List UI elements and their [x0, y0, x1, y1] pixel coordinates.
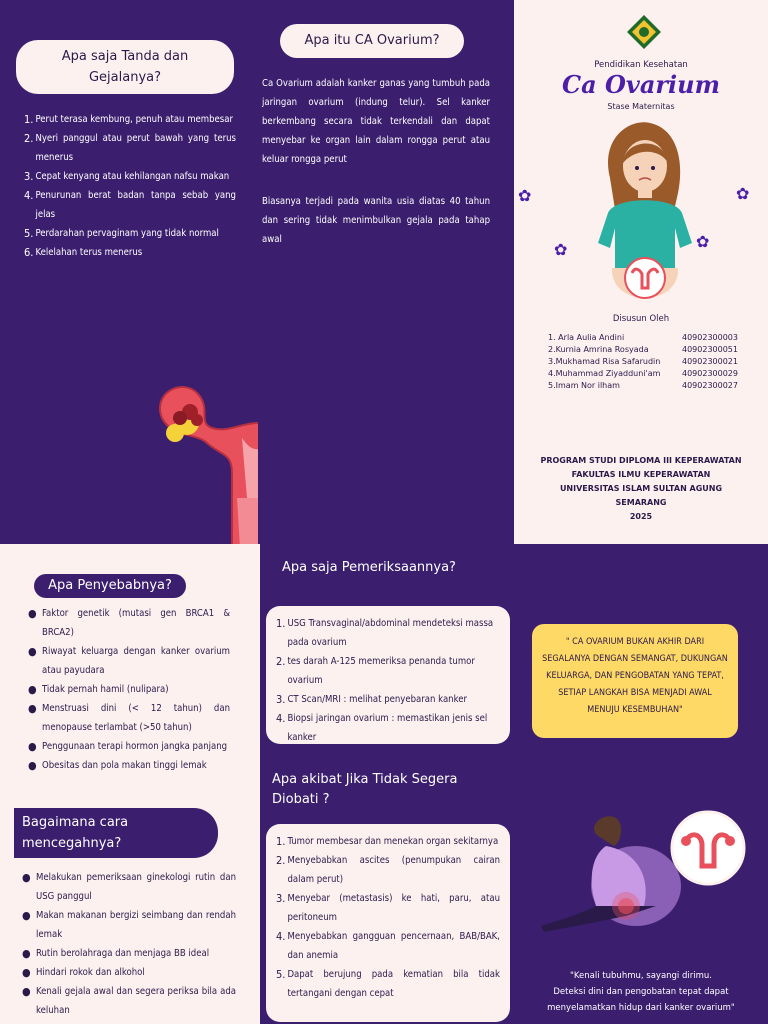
list-item: ● Faktor genetik (mutasi gen BRCA1 & BRCA2)	[28, 607, 230, 638]
panel-cover	[514, 0, 768, 544]
list-item: 2. tes darah A-125 memeriksa penanda tumor ovarium	[276, 655, 475, 686]
university-logo	[626, 14, 662, 50]
prevent-heading: Bagaimana cara mencegahnya?	[22, 815, 129, 851]
quote-text: " CA OVARIUM BUKAN AKHIR DARI SEGALANYA DENGAN SEMANGAT, DUKUNGAN KELUARGA, DAN PENGOBATAN YANG TEPAT, SETIAP LANGKAH BISA MENJADI AWAL MENUJU KESEMBUHAN"	[542, 637, 728, 715]
list-item: ● Kenali gejala awal dan segera periksa bila ada keluhan	[22, 985, 236, 1016]
list-item: 1. Tumor membesar dan menekan organ sekitarnya	[276, 835, 499, 848]
flower-icon: ✿	[518, 186, 532, 205]
list-item: ● Obesitas dan pola makan tinggi lemak	[28, 759, 207, 772]
flower-icon: ✿	[696, 232, 710, 251]
closing-line-2: Deteksi dini dan pengobatan tepat dapat menyelamatkan hidup dari kanker ovarium"	[547, 987, 735, 1013]
list-item: ● Hindari rokok dan alkohol	[22, 966, 145, 979]
member-row: 1. Arla Aulia Andini 40902300003	[548, 333, 738, 342]
disusun-label: Disusun Oleh	[612, 314, 670, 324]
closing-message	[532, 968, 750, 1016]
cause-heading: Apa Penyebabnya?	[48, 578, 172, 593]
member-row: 3.Mukhamad Risa Safarudin 40902300021	[548, 357, 738, 366]
exam-list	[276, 614, 500, 747]
list-item: 1. Perut terasa kembung, penuh atau membesar	[24, 113, 233, 126]
list-item: 5. Dapat berujung pada kematian bila tidak tertangani dengan cepat	[276, 968, 500, 999]
cause-list	[28, 604, 230, 775]
list-item: 2. Nyeri panggul atau perut bawah yang terus menerus	[24, 132, 236, 163]
list-item: 3. Cepat kenyang atau kehilangan nafsu makan	[24, 170, 230, 183]
exam-card	[266, 606, 510, 744]
list-item: ● Makan makanan bergizi seimbang dan rendah lemak	[22, 909, 236, 940]
city-name: SEMARANG	[615, 498, 667, 507]
exam-heading: Apa saja Pemeriksaannya?	[282, 560, 456, 575]
member-row: 5.Imam Nor ilham 40902300027	[548, 381, 738, 390]
list-item: ● Penggunaan terapi hormon jangka panjang	[28, 740, 228, 753]
definition-heading: Apa itu CA Ovarium?	[304, 33, 440, 48]
member-list	[548, 332, 738, 392]
effect-heading: Apa akibat Jika Tidak Segera Diobati ?	[272, 772, 458, 807]
sad-woman-illustration	[526, 806, 746, 936]
year: 2025	[629, 512, 653, 521]
list-item: 4. Biopsi jaringan ovarium : memastikan jenis sel kanker	[276, 712, 488, 743]
member-row: 4.Muhammad Ziyadduni'am 40902300029	[548, 369, 738, 378]
flower-icon: ✿	[736, 184, 750, 203]
effect-card	[266, 824, 510, 1022]
panel-symptoms	[0, 0, 260, 544]
panel-definition	[258, 0, 514, 544]
program-name: PROGRAM STUDI DIPLOMA III KEPERAWATAN	[540, 456, 742, 465]
symptoms-heading: Apa saja Tanda dan Gejalanya?	[61, 49, 189, 85]
definition-paragraph: Ca Ovarium adalah kanker ganas yang tumbuh pada jaringan ovarium (indung telur). Sel kanker berkembang secara tidak terkendali dan dapat menyebar ke organ lain dalam rongga perut atau keluar rongga perut	[262, 78, 490, 165]
definition-heading-pill	[280, 24, 464, 58]
member-row: 2.Kurnia Amrina Rosyada 40902300051	[548, 345, 738, 354]
woman-illustration	[590, 118, 700, 308]
quote-box	[532, 624, 738, 738]
university-name: UNIVERSITAS ISLAM SULTAN AGUNG	[559, 484, 723, 493]
list-item: ● Menstruasi dini (< 12 tahun) dan menopause terlambat (>50 tahun)	[28, 702, 230, 733]
faculty-name: FAKULTAS ILMU KEPERAWATAN	[571, 470, 711, 479]
list-item: 3. CT Scan/MRI : melihat penyebaran kanker	[276, 693, 467, 706]
list-item: ● Riwayat keluarga dengan kanker ovarium atau payudara	[28, 645, 230, 676]
panel-exams-effects	[260, 544, 516, 1024]
closing-line-1: "Kenali tubuhmu, sayangi dirimu.	[570, 971, 712, 981]
list-item: ● Melakukan pemeriksaan ginekologi rutin dan USG panggul	[22, 871, 236, 902]
cover-subtitle: Pendidikan Kesehatan	[594, 60, 688, 70]
list-item: 3. Menyebar (metastasis) ke hati, paru, atau peritoneum	[276, 892, 500, 923]
symptoms-list	[24, 110, 236, 262]
panel-causes-prevention	[0, 544, 260, 1024]
list-item: 1. USG Transvaginal/abdominal mendeteksi massa pada ovarium	[276, 617, 494, 648]
symptoms-heading-pill	[16, 40, 234, 94]
list-item: 4. Penurunan berat badan tanpa sebab yang jelas	[24, 189, 236, 220]
cover-title: Ca Ovarium	[561, 70, 720, 99]
list-item: 5. Perdarahan pervaginam yang tidak normal	[24, 227, 219, 240]
uterus-illustration	[142, 378, 260, 544]
list-item: 2. Menyebabkan ascites (penumpukan cairan dalam perut)	[276, 854, 500, 885]
cover-stase: Stase Maternitas	[607, 102, 675, 111]
prevent-heading-pill	[14, 808, 218, 858]
list-item: ● Rutin berolahraga dan menjaga BB ideal	[22, 947, 210, 960]
list-item: 6. Kelelahan terus menerus	[24, 246, 143, 259]
prevent-list	[22, 868, 236, 1020]
effect-list	[276, 832, 500, 1003]
list-item: 4. Menyebabkan gangguan pencernaan, BAB/BAK, dan anemia	[276, 930, 500, 961]
list-item: ● Tidak pernah hamil (nulipara)	[28, 683, 169, 696]
cause-heading-pill	[34, 574, 186, 598]
age-paragraph: Biasanya terjadi pada wanita usia diatas 40 tahun dan sering tidak menimbulkan gejala pada tahap awal	[262, 196, 490, 245]
institution-block	[514, 454, 768, 524]
panel-quote	[516, 544, 768, 1024]
flower-icon: ✿	[554, 240, 568, 259]
